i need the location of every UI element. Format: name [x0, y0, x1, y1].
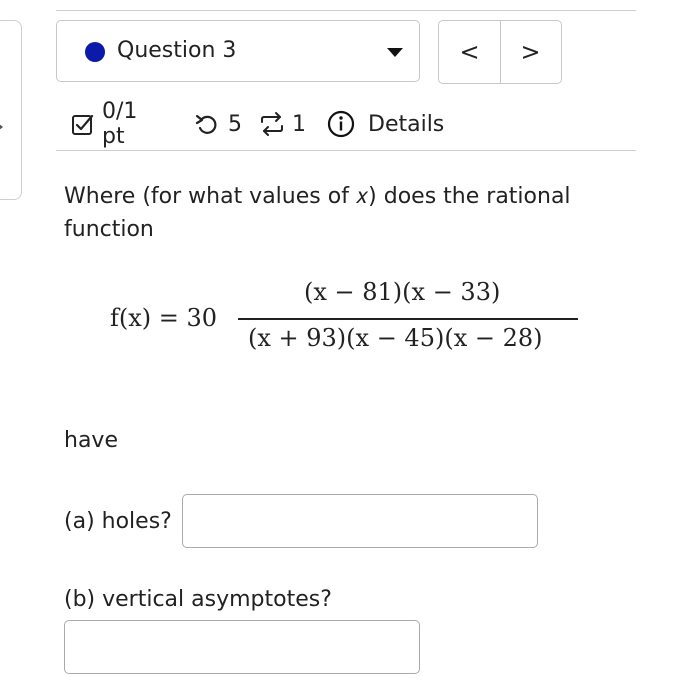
question-prompt: Where (for what values of 𝑥) does the rational function: [64, 184, 571, 242]
top-divider: [56, 10, 636, 11]
checkbox-edit-icon: [70, 111, 96, 137]
vertical-asymptotes-answer-input[interactable]: [64, 620, 420, 674]
holes-answer-input[interactable]: [182, 494, 538, 548]
formula-numerator: (x − 81)(x − 33): [304, 278, 501, 306]
vertical-asymptotes-label: (b) vertical asymptotes?: [64, 587, 332, 612]
question-selector-label: Question 3: [117, 38, 237, 63]
retry-icon: [194, 111, 220, 137]
side-panel-toggle[interactable]: [0, 20, 22, 200]
attempts-icon: [258, 111, 286, 137]
details-link[interactable]: [326, 108, 444, 140]
attempts-count: 1: [292, 111, 306, 137]
expand-arrow-icon: [0, 119, 3, 135]
formula-denominator: (x + 93)(x − 45)(x − 28): [248, 324, 543, 352]
previous-question-button[interactable]: <: [439, 21, 501, 83]
attempts-info: [258, 108, 306, 140]
points-text: 0/1 pt: [102, 99, 138, 149]
retries-count: 5: [228, 111, 242, 137]
retries-info: [194, 108, 242, 140]
points-info: [70, 99, 138, 149]
caret-down-icon: [387, 48, 403, 57]
header-divider: [56, 150, 636, 151]
next-question-button[interactable]: >: [520, 38, 541, 66]
holes-label: (a) holes?: [64, 509, 172, 534]
question-selector[interactable]: [56, 20, 420, 82]
formula-lhs: f(x) = 30: [110, 304, 218, 332]
question-navigation: [438, 20, 562, 84]
have-text: have: [64, 428, 118, 453]
details-label: Details: [368, 111, 445, 137]
rational-function-formula: [110, 276, 590, 366]
question-status-dot-icon: [85, 42, 105, 62]
fraction-bar: [238, 318, 578, 320]
info-icon: [326, 109, 356, 139]
